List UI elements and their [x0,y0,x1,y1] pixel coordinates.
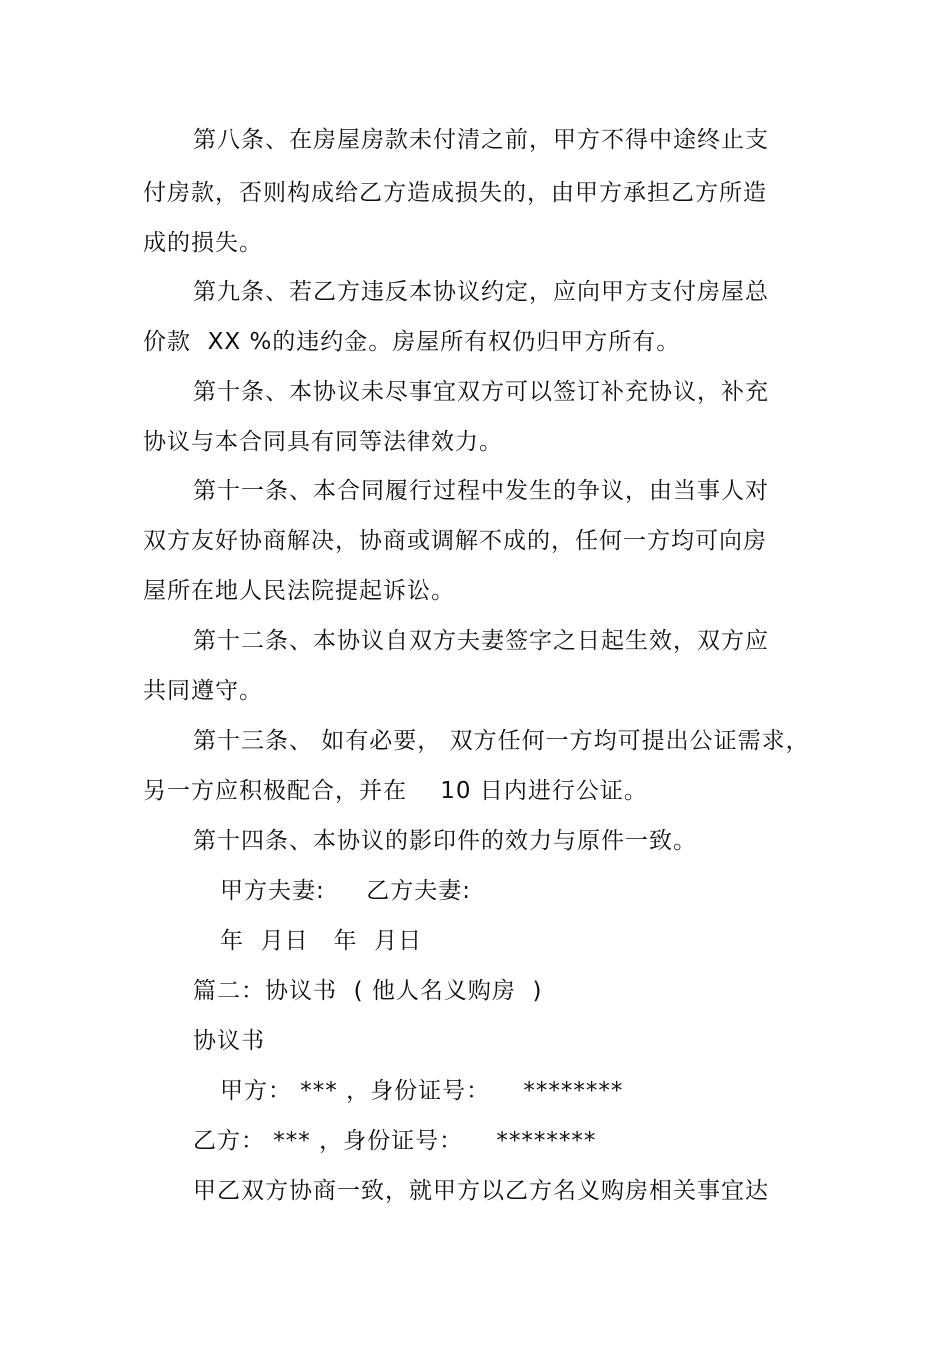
article-8-line-3: 成的损失。 [143,230,263,256]
article-9-line-2: 价款 XX %的违约金。房屋所有权仍归甲方所有。 [143,329,681,355]
article-11-line-1: 第十一条、本合同履行过程中发生的争议，由当事人对 [193,478,769,504]
article-11-line-2: 双方友好协商解决，协商或调解不成的，任何一方均可向房 [143,528,767,554]
article-13-line-1: 第十三条、 如有必要， 双方任何一方均可提出公证需求， [193,728,810,754]
article-10-line-1: 第十条、本协议未尽事宜双方可以签订补充协议，补充 [193,379,769,405]
agreement-intro-line: 甲乙双方协商一致，就甲方以乙方名义购房相关事宜达 [193,1178,769,1204]
article-8-line-2: 付房款，否则构成给乙方造成损失的，由甲方承担乙方所造 [143,180,767,206]
article-8-line-1: 第八条、在房屋房款未付清之前，甲方不得中途终止支 [193,127,769,153]
signature-date-line: 年 月日 年 月日 [220,928,423,954]
article-11-line-3: 屋所在地人民法院提起诉讼。 [143,578,455,604]
article-10-line-2: 协议与本合同具有同等法律效力。 [143,429,503,455]
article-9-line-1: 第九条、若乙方违反本协议约定，应向甲方支付房屋总 [193,279,769,305]
article-13-line-2: 另一方应积极配合，并在 10 日内进行公证。 [143,778,648,804]
article-14-line: 第十四条、本协议的影印件的效力与原件一致。 [193,828,697,854]
article-12-line-2: 共同遵守。 [143,678,263,704]
party-a-line: 甲方： *** ，身份证号： ******** [220,1078,624,1104]
agreement-heading: 协议书 [193,1028,265,1054]
signature-parties-line: 甲方夫妻: 乙方夫妻: [220,878,472,904]
party-b-line: 乙方： *** ，身份证号： ******** [193,1128,597,1154]
section-2-title: 篇二：协议书 ( 他人名义购房 ) [193,978,543,1004]
article-12-line-1: 第十二条、本协议自双方夫妻签字之日起生效，双方应 [193,628,769,654]
